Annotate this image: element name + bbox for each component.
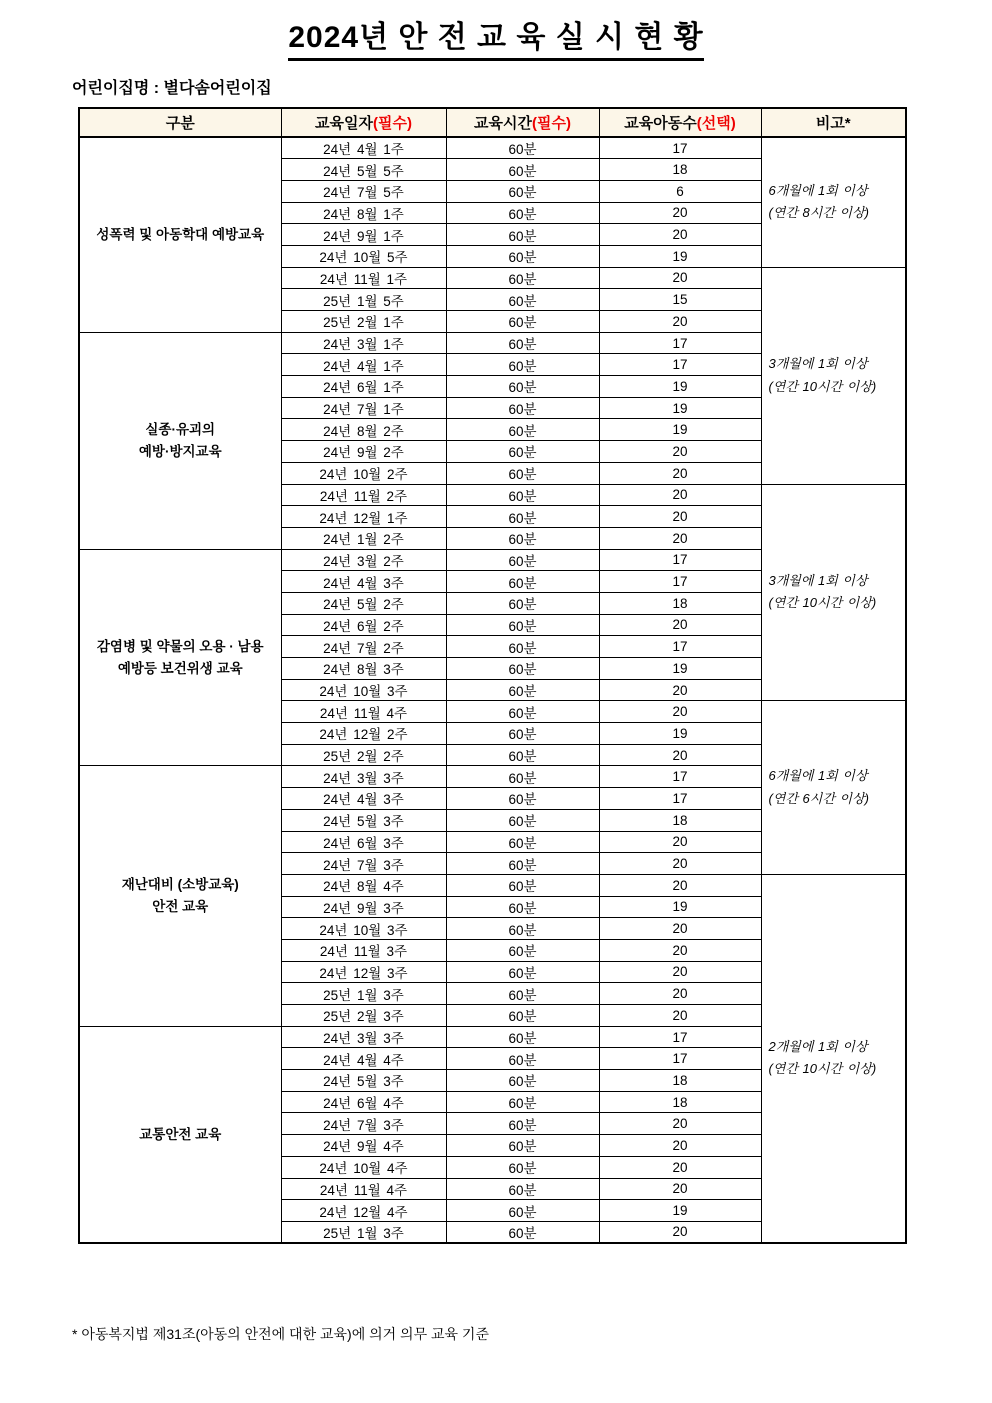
education-time-cell: 60분 bbox=[446, 267, 599, 289]
children-count-cell: 20 bbox=[599, 1178, 761, 1200]
education-time-cell: 60분 bbox=[446, 289, 599, 311]
education-date-cell: 24년 7월 5주 bbox=[281, 180, 446, 202]
education-time-cell: 60분 bbox=[446, 527, 599, 549]
facility-name-label: 어린이집명 : 별다솜어린이집 bbox=[72, 80, 272, 97]
education-time-cell: 60분 bbox=[446, 983, 599, 1005]
education-date-cell: 24년 12월 4주 bbox=[281, 1200, 446, 1222]
education-time-cell: 60분 bbox=[446, 224, 599, 246]
education-time-cell: 60분 bbox=[446, 961, 599, 983]
education-date-cell: 24년 6월 4주 bbox=[281, 1091, 446, 1113]
education-date-cell: 24년 10월 3주 bbox=[281, 918, 446, 940]
children-count-cell: 19 bbox=[599, 1200, 761, 1222]
children-count-cell: 20 bbox=[599, 701, 761, 723]
page-title-text: 2024년 안 전 교 육 실 시 현 황 bbox=[288, 12, 703, 61]
col-header-time bbox=[446, 108, 599, 137]
table-row bbox=[79, 137, 906, 159]
education-time-cell: 60분 bbox=[446, 766, 599, 788]
header-required-tag: (필수) bbox=[531, 115, 571, 132]
education-time-cell: 60분 bbox=[446, 1048, 599, 1070]
header-required-tag: (필수) bbox=[372, 115, 412, 132]
header-label: 교육시간 bbox=[474, 115, 532, 132]
education-time-cell: 60분 bbox=[446, 831, 599, 853]
education-time-cell: 60분 bbox=[446, 506, 599, 528]
education-time-cell: 60분 bbox=[446, 549, 599, 571]
education-date-cell: 24년 10월 4주 bbox=[281, 1156, 446, 1178]
education-date-cell: 24년 4월 3주 bbox=[281, 571, 446, 593]
education-date-cell: 24년 12월 3주 bbox=[281, 961, 446, 983]
children-count-cell: 20 bbox=[599, 1135, 761, 1157]
children-count-cell: 6 bbox=[599, 180, 761, 202]
education-date-cell: 25년 1월 3주 bbox=[281, 1221, 446, 1243]
children-count-cell: 20 bbox=[599, 918, 761, 940]
education-time-cell: 60분 bbox=[446, 397, 599, 419]
education-date-cell: 24년 4월 3주 bbox=[281, 788, 446, 810]
education-time-cell: 60분 bbox=[446, 462, 599, 484]
children-count-cell: 17 bbox=[599, 636, 761, 658]
children-count-cell: 20 bbox=[599, 311, 761, 333]
children-count-cell: 20 bbox=[599, 462, 761, 484]
education-date-cell: 24년 9월 4주 bbox=[281, 1135, 446, 1157]
education-time-cell: 60분 bbox=[446, 723, 599, 745]
education-time-cell: 60분 bbox=[446, 571, 599, 593]
education-date-cell: 24년 12월 2주 bbox=[281, 723, 446, 745]
education-time-cell: 60분 bbox=[446, 1091, 599, 1113]
education-time-cell: 60분 bbox=[446, 1026, 599, 1048]
education-time-cell: 60분 bbox=[446, 614, 599, 636]
children-count-cell: 17 bbox=[599, 137, 761, 159]
children-count-cell: 19 bbox=[599, 397, 761, 419]
education-date-cell: 25년 2월 2주 bbox=[281, 744, 446, 766]
education-time-cell: 60분 bbox=[446, 1200, 599, 1222]
children-count-cell: 20 bbox=[599, 527, 761, 549]
children-count-cell: 20 bbox=[599, 939, 761, 961]
education-date-cell: 24년 11월 4주 bbox=[281, 701, 446, 723]
children-count-cell: 20 bbox=[599, 1005, 761, 1027]
education-date-cell: 24년 8월 2주 bbox=[281, 419, 446, 441]
education-status-table bbox=[78, 107, 907, 1244]
education-time-cell: 60분 bbox=[446, 1005, 599, 1027]
children-count-cell: 20 bbox=[599, 831, 761, 853]
header-label: 비고* bbox=[815, 115, 851, 132]
children-count-cell: 15 bbox=[599, 289, 761, 311]
table-body bbox=[79, 137, 906, 1243]
children-count-cell: 19 bbox=[599, 376, 761, 398]
education-date-cell: 24년 11월 3주 bbox=[281, 939, 446, 961]
education-date-cell: 24년 6월 3주 bbox=[281, 831, 446, 853]
education-time-cell: 60분 bbox=[446, 939, 599, 961]
note-cell: 6개월에 1회 이상 (연간 6시간 이상) bbox=[761, 701, 906, 875]
education-time-cell: 60분 bbox=[446, 376, 599, 398]
children-count-cell: 20 bbox=[599, 267, 761, 289]
header-label: 교육아동수 bbox=[624, 115, 697, 132]
children-count-cell: 18 bbox=[599, 1091, 761, 1113]
education-date-cell: 24년 10월 3주 bbox=[281, 679, 446, 701]
education-date-cell: 24년 7월 3주 bbox=[281, 1113, 446, 1135]
education-time-cell: 60분 bbox=[446, 354, 599, 376]
education-time-cell: 60분 bbox=[446, 896, 599, 918]
category-cell: 감염병 및 약물의 오용 · 남용 예방등 보건위생 교육 bbox=[79, 549, 281, 766]
education-date-cell: 24년 8월 4주 bbox=[281, 874, 446, 896]
children-count-cell: 20 bbox=[599, 679, 761, 701]
education-date-cell: 24년 4월 1주 bbox=[281, 354, 446, 376]
children-count-cell: 18 bbox=[599, 1070, 761, 1092]
education-date-cell: 24년 11월 4주 bbox=[281, 1178, 446, 1200]
education-date-cell: 24년 3월 3주 bbox=[281, 1026, 446, 1048]
education-time-cell: 60분 bbox=[446, 419, 599, 441]
children-count-cell: 17 bbox=[599, 354, 761, 376]
page-title bbox=[0, 12, 992, 61]
children-count-cell: 18 bbox=[599, 592, 761, 614]
header-required-tag: (선택) bbox=[696, 115, 736, 132]
children-count-cell: 17 bbox=[599, 549, 761, 571]
note-cell: 3개월에 1회 이상 (연간 10시간 이상) bbox=[761, 267, 906, 484]
education-date-cell: 24년 3월 3주 bbox=[281, 766, 446, 788]
education-date-cell: 24년 5월 3주 bbox=[281, 809, 446, 831]
children-count-cell: 17 bbox=[599, 1048, 761, 1070]
children-count-cell: 19 bbox=[599, 658, 761, 680]
children-count-cell: 20 bbox=[599, 506, 761, 528]
education-time-cell: 60분 bbox=[446, 1178, 599, 1200]
education-time-cell: 60분 bbox=[446, 311, 599, 333]
note-cell: 3개월에 1회 이상 (연간 10시간 이상) bbox=[761, 484, 906, 701]
education-date-cell: 24년 5월 3주 bbox=[281, 1070, 446, 1092]
education-time-cell: 60분 bbox=[446, 809, 599, 831]
education-time-cell: 60분 bbox=[446, 701, 599, 723]
col-header-date bbox=[281, 108, 446, 137]
header-row bbox=[79, 108, 906, 137]
children-count-cell: 20 bbox=[599, 202, 761, 224]
col-header-category bbox=[79, 108, 281, 137]
education-time-cell: 60분 bbox=[446, 658, 599, 680]
education-date-cell: 24년 7월 3주 bbox=[281, 853, 446, 875]
education-date-cell: 25년 2월 3주 bbox=[281, 1005, 446, 1027]
category-cell: 성폭력 및 아동학대 예방교육 bbox=[79, 137, 281, 332]
note-cell: 2개월에 1회 이상 (연간 10시간 이상) bbox=[761, 874, 906, 1243]
education-time-cell: 60분 bbox=[446, 484, 599, 506]
education-date-cell: 24년 7월 2주 bbox=[281, 636, 446, 658]
education-time-cell: 60분 bbox=[446, 1156, 599, 1178]
children-count-cell: 17 bbox=[599, 766, 761, 788]
children-count-cell: 18 bbox=[599, 159, 761, 181]
education-time-cell: 60분 bbox=[446, 592, 599, 614]
children-count-cell: 17 bbox=[599, 571, 761, 593]
education-time-cell: 60분 bbox=[446, 1070, 599, 1092]
children-count-cell: 17 bbox=[599, 1026, 761, 1048]
children-count-cell: 17 bbox=[599, 332, 761, 354]
children-count-cell: 20 bbox=[599, 484, 761, 506]
education-date-cell: 24년 1월 2주 bbox=[281, 527, 446, 549]
col-header-note bbox=[761, 108, 906, 137]
education-date-cell: 24년 10월 2주 bbox=[281, 462, 446, 484]
education-date-cell: 24년 4월 1주 bbox=[281, 137, 446, 159]
note-cell: 6개월에 1회 이상 (연간 8시간 이상) bbox=[761, 137, 906, 267]
children-count-cell: 20 bbox=[599, 441, 761, 463]
children-count-cell: 20 bbox=[599, 874, 761, 896]
education-date-cell: 24년 4월 4주 bbox=[281, 1048, 446, 1070]
education-time-cell: 60분 bbox=[446, 918, 599, 940]
education-date-cell: 24년 11월 2주 bbox=[281, 484, 446, 506]
children-count-cell: 20 bbox=[599, 224, 761, 246]
education-date-cell: 24년 5월 5주 bbox=[281, 159, 446, 181]
education-time-cell: 60분 bbox=[446, 1221, 599, 1243]
children-count-cell: 20 bbox=[599, 1221, 761, 1243]
education-date-cell: 25년 1월 3주 bbox=[281, 983, 446, 1005]
education-time-cell: 60분 bbox=[446, 202, 599, 224]
education-time-cell: 60분 bbox=[446, 679, 599, 701]
education-time-cell: 60분 bbox=[446, 245, 599, 267]
education-date-cell: 24년 12월 1주 bbox=[281, 506, 446, 528]
education-time-cell: 60분 bbox=[446, 853, 599, 875]
education-date-cell: 25년 1월 5주 bbox=[281, 289, 446, 311]
children-count-cell: 17 bbox=[599, 788, 761, 810]
education-date-cell: 24년 5월 2주 bbox=[281, 592, 446, 614]
education-time-cell: 60분 bbox=[446, 1135, 599, 1157]
education-date-cell: 24년 6월 2주 bbox=[281, 614, 446, 636]
children-count-cell: 19 bbox=[599, 245, 761, 267]
children-count-cell: 20 bbox=[599, 983, 761, 1005]
education-time-cell: 60분 bbox=[446, 874, 599, 896]
education-date-cell: 24년 11월 1주 bbox=[281, 267, 446, 289]
education-date-cell: 24년 10월 5주 bbox=[281, 245, 446, 267]
education-date-cell: 24년 9월 3주 bbox=[281, 896, 446, 918]
col-header-count bbox=[599, 108, 761, 137]
children-count-cell: 18 bbox=[599, 809, 761, 831]
education-date-cell: 24년 3월 2주 bbox=[281, 549, 446, 571]
education-time-cell: 60분 bbox=[446, 636, 599, 658]
education-date-cell: 24년 7월 1주 bbox=[281, 397, 446, 419]
children-count-cell: 20 bbox=[599, 853, 761, 875]
education-date-cell: 24년 6월 1주 bbox=[281, 376, 446, 398]
education-time-cell: 60분 bbox=[446, 788, 599, 810]
children-count-cell: 19 bbox=[599, 896, 761, 918]
education-date-cell: 24년 8월 1주 bbox=[281, 202, 446, 224]
children-count-cell: 20 bbox=[599, 744, 761, 766]
category-cell: 재난대비 (소방교육) 안전 교육 bbox=[79, 766, 281, 1026]
education-time-cell: 60분 bbox=[446, 159, 599, 181]
table-header bbox=[79, 108, 906, 137]
education-date-cell: 24년 9월 2주 bbox=[281, 441, 446, 463]
education-time-cell: 60분 bbox=[446, 1113, 599, 1135]
education-date-cell: 24년 9월 1주 bbox=[281, 224, 446, 246]
header-label: 구분 bbox=[165, 115, 195, 132]
children-count-cell: 20 bbox=[599, 1113, 761, 1135]
children-count-cell: 20 bbox=[599, 1156, 761, 1178]
children-count-cell: 19 bbox=[599, 723, 761, 745]
education-date-cell: 25년 2월 1주 bbox=[281, 311, 446, 333]
education-time-cell: 60분 bbox=[446, 441, 599, 463]
education-date-cell: 24년 8월 3주 bbox=[281, 658, 446, 680]
children-count-cell: 20 bbox=[599, 961, 761, 983]
children-count-cell: 20 bbox=[599, 614, 761, 636]
education-time-cell: 60분 bbox=[446, 137, 599, 159]
footnote: * 아동복지법 제31조(아동의 안전에 대한 교육)에 의거 의무 교육 기준 bbox=[72, 1326, 489, 1342]
children-count-cell: 19 bbox=[599, 419, 761, 441]
education-date-cell: 24년 3월 1주 bbox=[281, 332, 446, 354]
education-time-cell: 60분 bbox=[446, 332, 599, 354]
education-time-cell: 60분 bbox=[446, 180, 599, 202]
category-cell: 교통안전 교육 bbox=[79, 1026, 281, 1243]
header-label: 교육일자 bbox=[315, 115, 373, 132]
category-cell: 실종·유괴의 예방·방지교육 bbox=[79, 332, 281, 549]
education-time-cell: 60분 bbox=[446, 744, 599, 766]
